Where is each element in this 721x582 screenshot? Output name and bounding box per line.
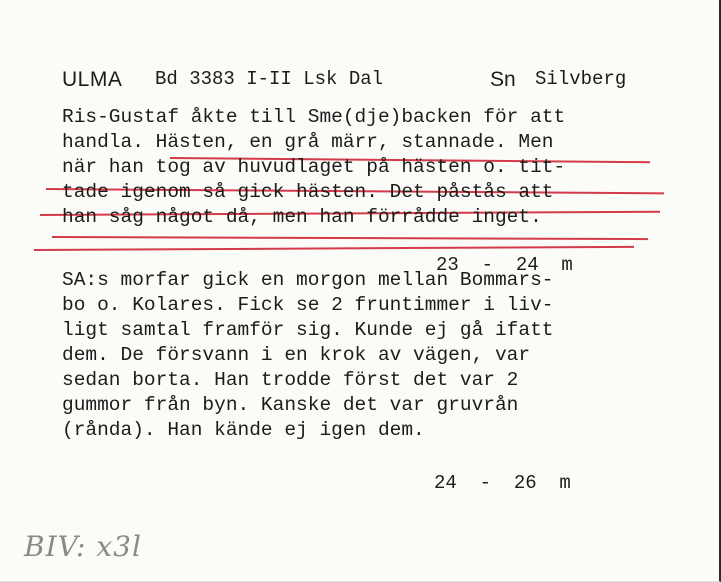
handwritten-annotation: BIV: x3l [24,530,142,563]
text-line: (rånda). Han kände ej igen dem. [62,419,425,441]
place-name: Silvberg [535,68,627,90]
volume-reference: Bd 3383 I-II Lsk Dal [155,68,384,90]
page-reference-1: 23 - 24 m [436,254,573,276]
text-line: SA:s morfar gick en morgon mellan Bommars- [62,269,554,291]
text-line: handla. Hästen, en grå märr, stannade. Men [62,131,554,153]
text-line: han såg något då, men han förrådde inget. [62,206,542,228]
text-line: sedan borta. Han trodde först det var 2 [62,369,519,391]
text-line: bo o. Kolares. Fick se 2 fruntimmer i liv- [62,294,554,316]
underline-mark [52,236,648,240]
text-line: dem. De försvann i en krok av vägen, var [62,344,531,366]
page-reference-2: 24 - 26 m [434,472,571,494]
paragraph-2 [62,268,553,443]
text-line: tade igenom så gick hästen. Det påstås att [62,181,554,203]
text-line: Ris-Gustaf åkte till Sme(dje)backen för att [62,106,566,128]
archive-name: ULMA [62,68,123,91]
text-line: när han tog av huvudlaget på hästen o. tit- [62,156,566,178]
text-line: ligt samtal framför sig. Kunde ej gå ifatt [62,319,554,341]
text-line: gummor från byn. Kanske det var gruvrån [62,394,519,416]
card-header [62,62,662,102]
parish-label: Sn [490,68,516,91]
underline-mark [34,246,634,251]
paragraph-1 [62,105,565,230]
